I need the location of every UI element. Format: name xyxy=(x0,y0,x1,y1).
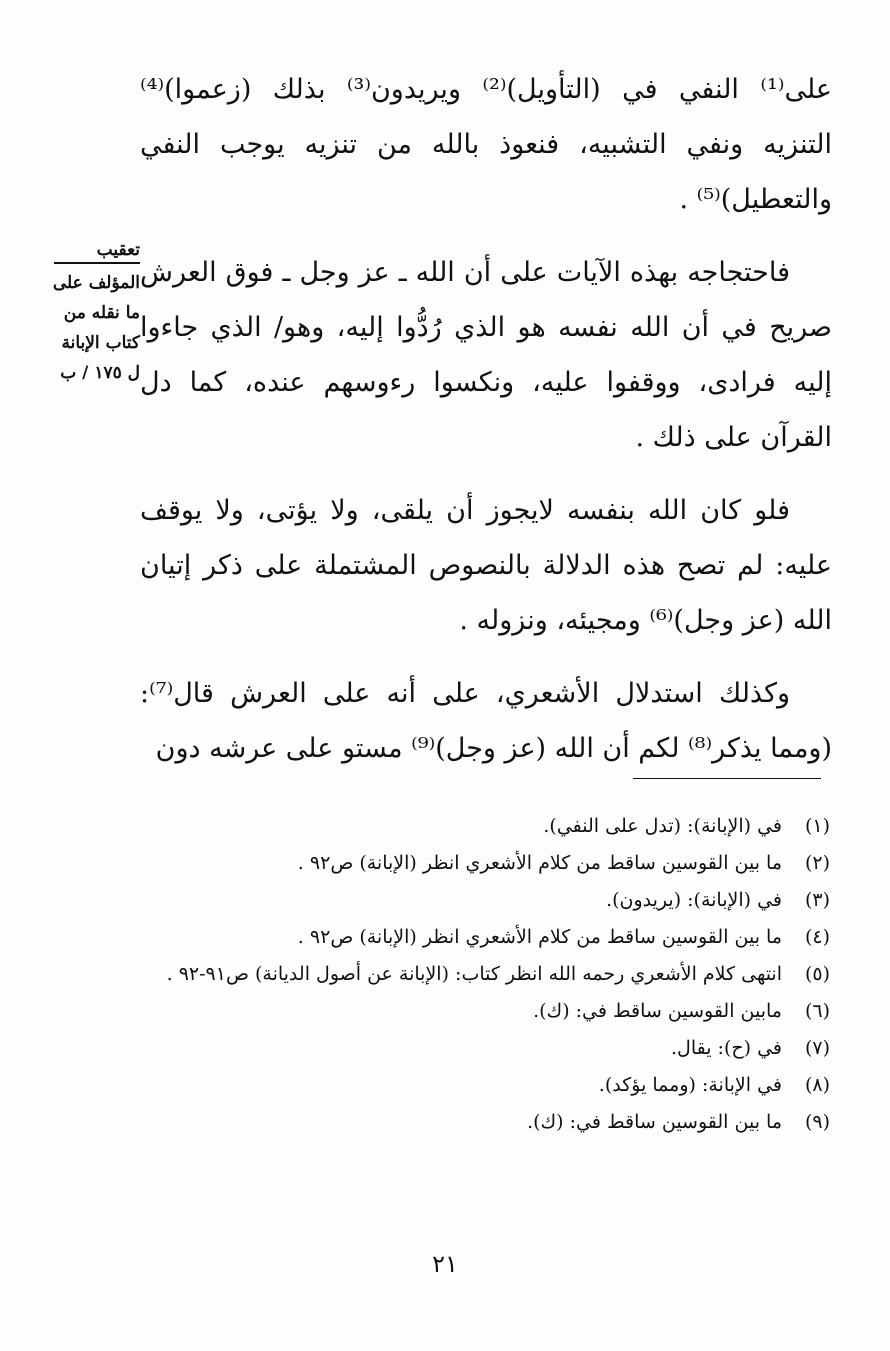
footnote-text: في (ح): يقال. xyxy=(670,1037,782,1059)
paragraph-3: فلو كان الله بنفسه لايجوز أن يلقى، ولا يؤتى، ولا يوقف عليه: لم تصح هذه الدلالة بالنصوص المشتملة على ذكر إتيان الله (عز وجل)⁽⁶⁾ ومجيئه، ونزوله . xyxy=(140,495,832,636)
footnotes xyxy=(140,808,830,1141)
footnote-text: في (الإبانة): (تدل على النفي). xyxy=(543,815,782,837)
margin-note-folio: ل ١٧٥ / ب xyxy=(60,363,140,383)
footnote-number: (٢) xyxy=(804,852,830,874)
footnote-number: (٩) xyxy=(804,1111,830,1133)
footnote-text: ما بين القوسين ساقط في: (ك). xyxy=(527,1111,782,1133)
footnote-8 xyxy=(140,1067,830,1104)
margin-note-line: المؤلف على xyxy=(52,273,140,293)
footnote-5 xyxy=(140,956,830,993)
footnote-number: (٦) xyxy=(804,1000,830,1022)
paragraph-1: على⁽¹⁾ النفي في (التأويل)⁽²⁾ ويريدون⁽³⁾ بذلك (زعموا)⁽⁴⁾ التنزيه ونفي التشبيه، فنعوذ بالله من تنزيه يوجب النفي والتعطيل)⁽⁵⁾ . xyxy=(140,74,832,215)
footnote-4 xyxy=(140,919,830,956)
footnote-separator xyxy=(633,778,821,779)
footnote-text: انتهى كلام الأشعري رحمه الله انظر كتاب: (الإبانة عن أصول الديانة) ص٩١-٩٢ . xyxy=(166,963,782,985)
footnote-text: في (الإبانة): (يريدون). xyxy=(606,889,782,911)
footnote-number: (٨) xyxy=(804,1074,830,1096)
main-text xyxy=(140,62,832,794)
footnote-text: مابين القوسين ساقط في: (ك). xyxy=(533,1000,782,1022)
footnote-number: (٥) xyxy=(804,963,830,985)
margin-note-line: كتاب الإبانة xyxy=(61,333,140,353)
footnote-3 xyxy=(140,882,830,919)
paragraph-4: وكذلك استدلال الأشعري، على أنه على العرش قال⁽⁷⁾: (ومما يذكر⁽⁸⁾ لكم أن الله (عز وجل)⁽⁹⁾ مستو على عرشه دون xyxy=(140,678,832,764)
footnote-number: (٣) xyxy=(804,889,830,911)
footnote-text: ما بين القوسين ساقط من كلام الأشعري انظر (الإبانة) ص٩٢ . xyxy=(297,926,782,948)
page-number: ٢١ xyxy=(432,1250,458,1278)
footnote-1 xyxy=(140,808,830,845)
footnote-2 xyxy=(140,845,830,882)
margin-note-title: تعقيب xyxy=(54,238,140,264)
footnote-number: (٤) xyxy=(804,926,830,948)
footnote-number: (١) xyxy=(804,815,830,837)
footnote-text: ما بين القوسين ساقط من كلام الأشعري انظر (الإبانة) ص٩٢ . xyxy=(297,852,782,874)
margin-note-line: ما نقله من xyxy=(63,303,140,323)
paragraph-2: فاحتجاجه بهذه الآيات على أن الله ـ عز وجل ـ فوق العرش صريح في أن الله نفسه هو الذي رُدُّوا إليه، وهو/ الذي جاءوا إليه فرادى، ووقفوا عليه، ونكسوا رءوسهم عنده، كما دل القرآن على ذلك . xyxy=(140,257,832,453)
margin-note xyxy=(12,238,140,388)
footnote-6 xyxy=(140,993,830,1030)
footnote-9 xyxy=(140,1104,830,1141)
footnote-number: (٧) xyxy=(804,1037,830,1059)
footnote-text: في الإبانة: (ومما يؤكد). xyxy=(598,1074,782,1096)
footnote-7 xyxy=(140,1030,830,1067)
